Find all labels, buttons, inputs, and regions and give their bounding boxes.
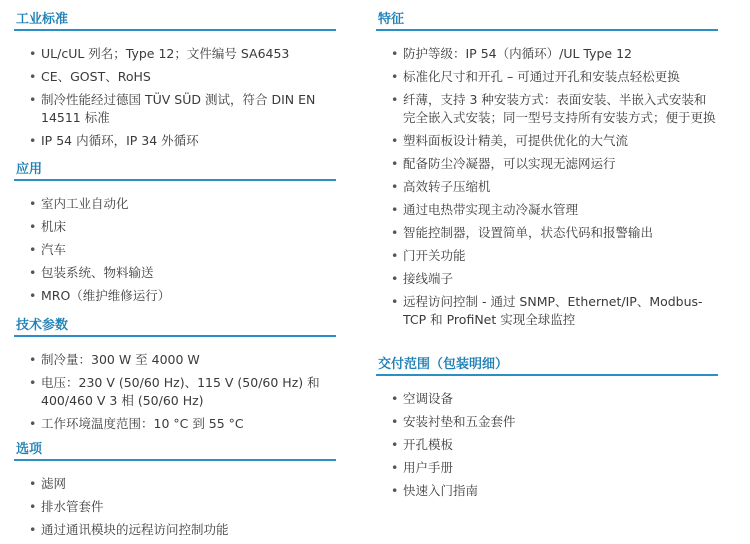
list-item xyxy=(14,91,336,127)
item-list xyxy=(376,390,718,500)
list-item-text: 配备防尘冷凝器，可以实现无滤网运行 xyxy=(403,156,616,171)
bullet-icon: • xyxy=(391,460,399,475)
bullet-icon: • xyxy=(29,522,37,537)
section-title: 特征 xyxy=(378,12,405,27)
item-list xyxy=(14,45,336,150)
list-item-text: 用户手册 xyxy=(403,460,454,475)
list-item-text: 电压：230 V (50/60 Hz)、115 V (50/60 Hz) 和 400/460 V 3 相 (50/60 Hz) xyxy=(41,375,320,408)
list-item xyxy=(376,45,718,63)
list-item xyxy=(376,390,718,408)
section-options xyxy=(14,440,336,544)
item-list xyxy=(14,475,336,539)
list-item xyxy=(376,270,718,288)
section-industry-standards xyxy=(14,10,336,155)
bullet-icon: • xyxy=(391,225,399,240)
bullet-icon: • xyxy=(29,92,37,107)
list-item xyxy=(14,195,336,213)
bullet-icon: • xyxy=(29,265,37,280)
list-item-text: 制冷量：300 W 至 4000 W xyxy=(41,352,200,367)
list-item xyxy=(14,68,336,86)
bullet-icon: • xyxy=(29,133,37,148)
section-divider xyxy=(14,459,336,461)
list-item xyxy=(376,293,718,329)
bullet-icon: • xyxy=(29,242,37,257)
list-item xyxy=(14,351,336,369)
list-item-text: 通过电热带实现主动冷凝水管理 xyxy=(403,202,579,217)
list-item-text: IP 54 内循环，IP 34 外循环 xyxy=(41,133,199,148)
list-item xyxy=(14,132,336,150)
section-features xyxy=(376,10,718,334)
list-item xyxy=(14,264,336,282)
list-item xyxy=(14,415,336,433)
list-item-text: 高效转子压缩机 xyxy=(403,179,491,194)
bullet-icon: • xyxy=(391,179,399,194)
list-item xyxy=(376,482,718,500)
list-item xyxy=(14,218,336,236)
list-item-text: UL/cUL 列名；Type 12；文件编号 SA6453 xyxy=(41,46,290,61)
list-item xyxy=(376,413,718,431)
bullet-icon: • xyxy=(391,92,399,107)
list-item-text: 制冷性能经过德国 TÜV SÜD 测试，符合 DIN EN 14511 标准 xyxy=(41,92,316,125)
list-item xyxy=(14,498,336,516)
list-item xyxy=(376,68,718,86)
section-applications xyxy=(14,160,336,310)
item-list xyxy=(14,351,336,433)
list-item xyxy=(376,224,718,242)
bullet-icon: • xyxy=(29,375,37,390)
section-divider xyxy=(14,29,336,31)
list-item-text: 快速入门指南 xyxy=(403,483,479,498)
list-item-text: 智能控制器，设置简单，状态代码和报警输出 xyxy=(403,225,654,240)
bullet-icon: • xyxy=(29,352,37,367)
list-item xyxy=(376,155,718,173)
bullet-icon: • xyxy=(391,133,399,148)
bullet-icon: • xyxy=(391,69,399,84)
list-item-text: 标准化尺寸和开孔 – 可通过开孔和安装点轻松更换 xyxy=(403,69,680,84)
section-divider xyxy=(14,179,336,181)
list-item-text: 防护等级：IP 54（内循环）/UL Type 12 xyxy=(403,46,632,61)
list-item-text: 远程访问控制 - 通过 SNMP、Ethernet/IP、Modbus-TCP 和 ProfiNet 实现全球监控 xyxy=(403,294,703,327)
list-item xyxy=(376,132,718,150)
section-title: 技术参数 xyxy=(16,318,69,333)
list-item-text: 排水管套件 xyxy=(41,499,104,514)
bullet-icon: • xyxy=(29,499,37,514)
bullet-icon: • xyxy=(391,248,399,263)
list-item-text: 空调设备 xyxy=(403,391,454,406)
bullet-icon: • xyxy=(391,391,399,406)
list-item-text: MRO（维护维修运行） xyxy=(41,288,171,303)
list-item xyxy=(376,247,718,265)
list-item-text: 通过通讯模块的远程访问控制功能 xyxy=(41,522,229,537)
list-item xyxy=(14,241,336,259)
section-delivery-scope xyxy=(376,355,718,505)
list-item-text: CE、GOST、RoHS xyxy=(41,69,151,84)
list-item xyxy=(376,459,718,477)
item-list xyxy=(376,45,718,329)
bullet-icon: • xyxy=(391,202,399,217)
section-technical-parameters xyxy=(14,316,336,438)
bullet-icon: • xyxy=(29,476,37,491)
bullet-icon: • xyxy=(391,271,399,286)
list-item-text: 门开关功能 xyxy=(403,248,466,263)
list-item-text: 接线端子 xyxy=(403,271,454,286)
bullet-icon: • xyxy=(391,437,399,452)
list-item xyxy=(376,91,718,127)
bullet-icon: • xyxy=(391,414,399,429)
bullet-icon: • xyxy=(29,288,37,303)
item-list xyxy=(14,195,336,305)
list-item-text: 机床 xyxy=(41,219,67,234)
bullet-icon: • xyxy=(29,416,37,431)
list-item-text: 汽车 xyxy=(41,242,67,257)
section-divider xyxy=(376,374,718,376)
bullet-icon: • xyxy=(391,294,399,309)
bullet-icon: • xyxy=(29,219,37,234)
section-divider xyxy=(14,335,336,337)
bullet-icon: • xyxy=(29,46,37,61)
list-item-text: 开孔模板 xyxy=(403,437,454,452)
list-item xyxy=(376,436,718,454)
list-item xyxy=(14,45,336,63)
list-item-text: 纤薄，支持 3 种安装方式：表面安装、半嵌入式安装和完全嵌入式安装；同一型号支持所有安装方式；便于更换 xyxy=(403,92,716,125)
list-item-text: 包装系统、物料输送 xyxy=(41,265,154,280)
list-item xyxy=(376,178,718,196)
section-title: 交付范围（包装明细） xyxy=(378,357,509,372)
list-item xyxy=(376,201,718,219)
bullet-icon: • xyxy=(391,156,399,171)
section-title: 应用 xyxy=(16,162,43,177)
section-divider xyxy=(376,29,718,31)
list-item-text: 工作环境温度范围：10 °C 到 55 °C xyxy=(41,416,244,431)
section-title: 选项 xyxy=(16,442,43,457)
section-title: 工业标准 xyxy=(16,12,69,27)
bullet-icon: • xyxy=(29,69,37,84)
bullet-icon: • xyxy=(29,196,37,211)
bullet-icon: • xyxy=(391,483,399,498)
bullet-icon: • xyxy=(391,46,399,61)
list-item xyxy=(14,475,336,493)
list-item xyxy=(14,287,336,305)
list-item-text: 塑料面板设计精美，可提供优化的大气流 xyxy=(403,133,629,148)
list-item-text: 安装衬垫和五金套件 xyxy=(403,414,516,429)
list-item-text: 室内工业自动化 xyxy=(41,196,129,211)
list-item-text: 滤网 xyxy=(41,476,67,491)
list-item xyxy=(14,374,336,410)
list-item xyxy=(14,521,336,539)
